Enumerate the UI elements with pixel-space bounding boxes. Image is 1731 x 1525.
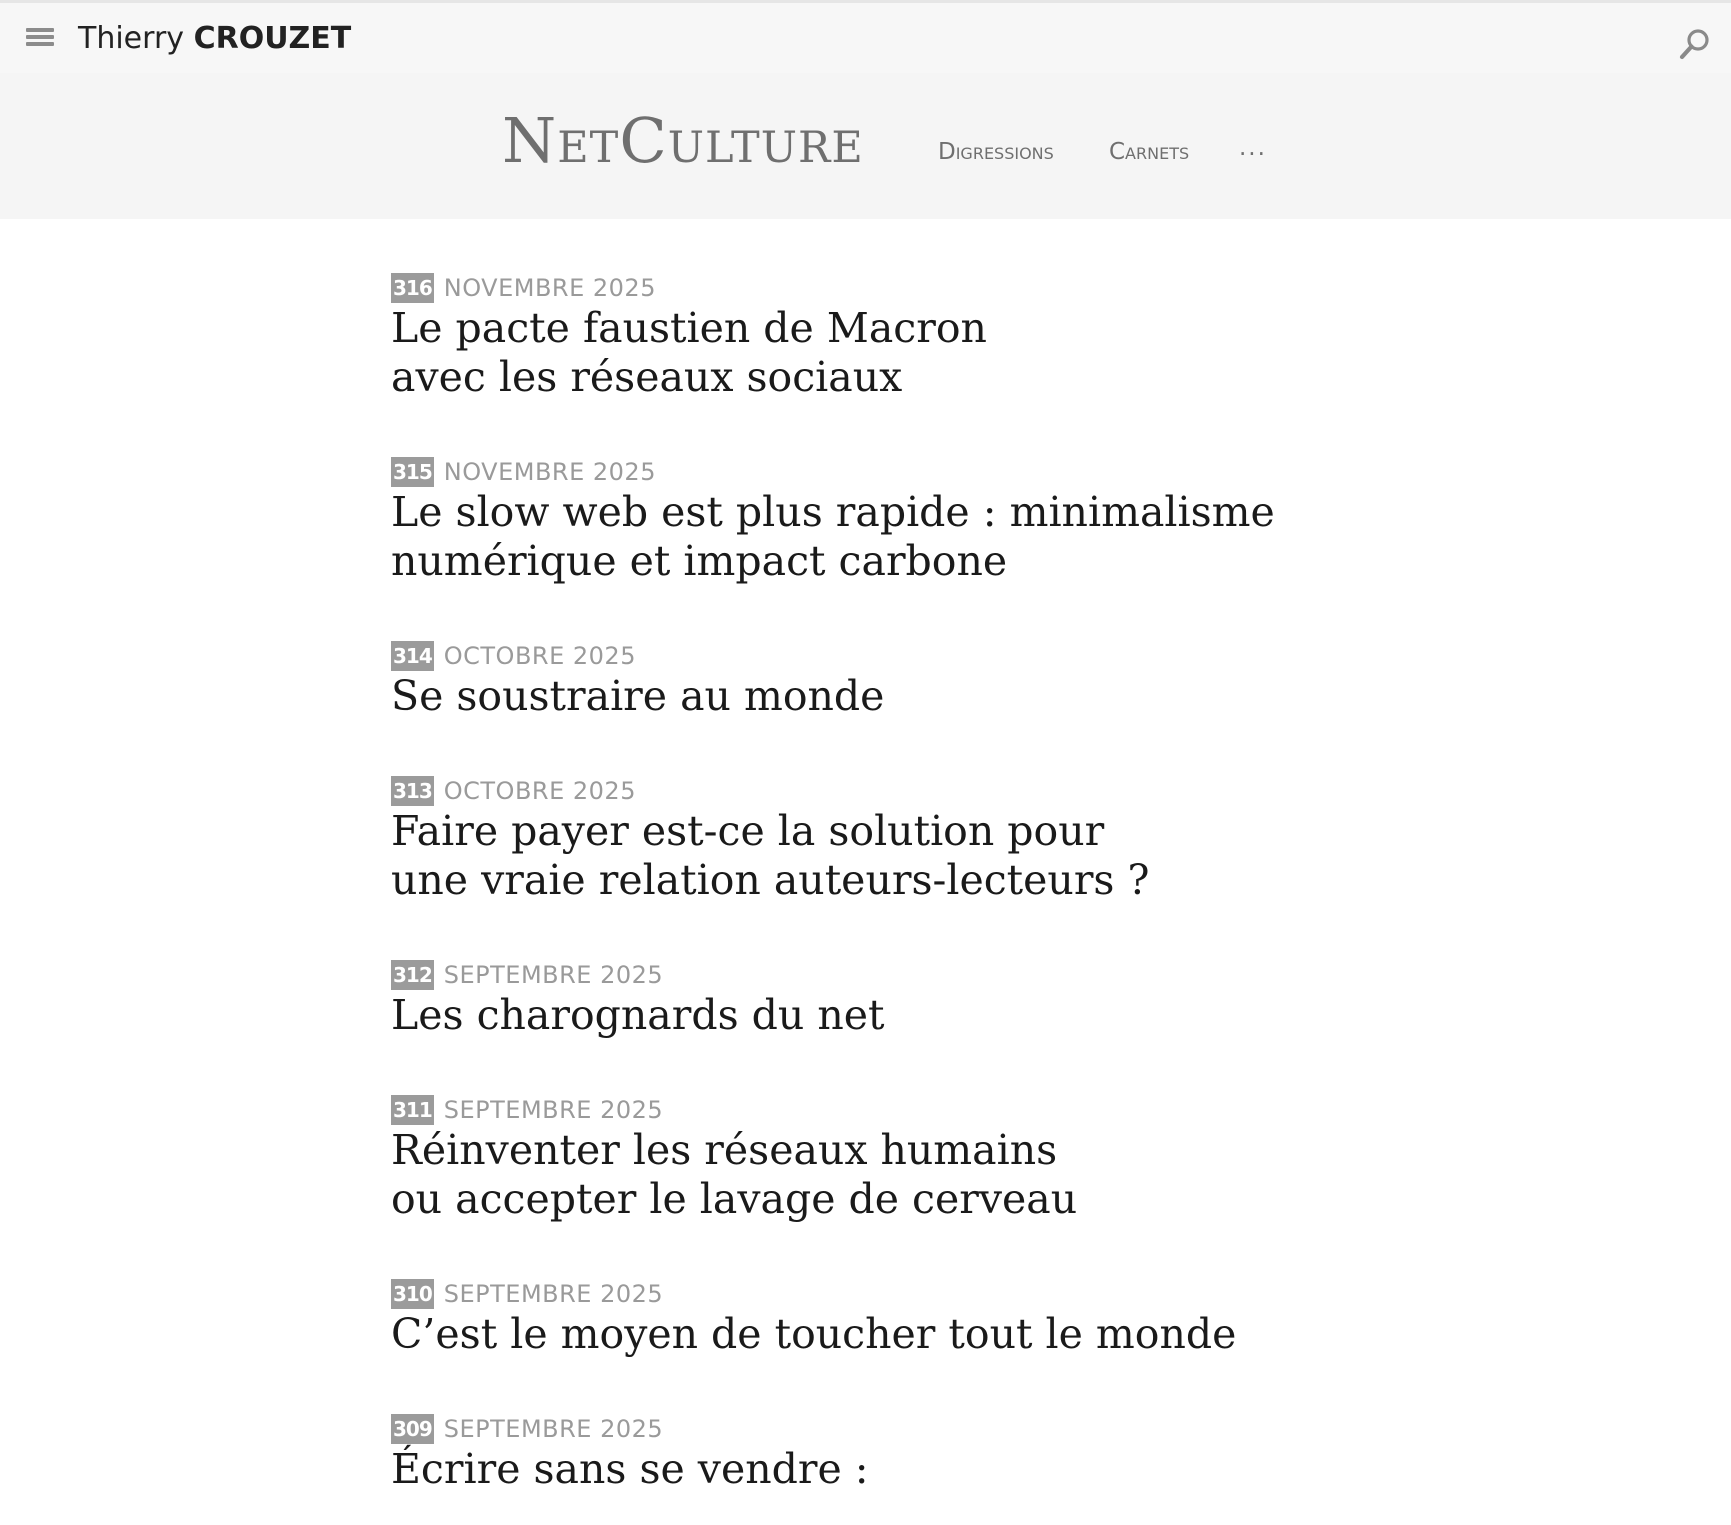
article-title-line: numérique et impact carbone (391, 537, 1008, 585)
section-header (0, 73, 1731, 219)
article-list (391, 270, 1391, 1494)
article-title-link[interactable] (391, 1445, 1391, 1494)
article-meta (391, 773, 1391, 807)
article-item (391, 638, 1391, 721)
article-title-line: Écrire sans se vendre : (391, 1445, 869, 1493)
article-date: OCTOBRE 2025 (443, 776, 636, 805)
article-number-badge: 313 (391, 776, 434, 806)
article-title-line: Les charognards du net (391, 991, 885, 1039)
article-meta (391, 1411, 1391, 1445)
article-date: SEPTEMBRE 2025 (443, 1095, 664, 1124)
article-title-line: Faire payer est-ce la solution pour (391, 807, 1105, 855)
article-date: SEPTEMBRE 2025 (443, 1279, 664, 1308)
nav-digressions[interactable]: Digressions (938, 139, 1054, 165)
article-item (391, 1411, 1391, 1494)
article-item (391, 773, 1391, 905)
article-title-link[interactable] (391, 488, 1391, 586)
hamburger-menu-icon[interactable] (26, 27, 56, 49)
article-title-line: Le slow web est plus rapide : minimalisme (391, 488, 1275, 536)
site-title-first-name: Thierry (78, 21, 185, 56)
article-item (391, 1092, 1391, 1224)
article-title-link[interactable] (391, 807, 1391, 905)
article-number-badge: 316 (391, 273, 434, 303)
article-number-badge: 309 (391, 1414, 434, 1444)
search-icon[interactable] (1678, 27, 1712, 63)
article-meta (391, 1276, 1391, 1310)
article-title-line: avec les réseaux sociaux (391, 353, 903, 401)
article-date: SEPTEMBRE 2025 (443, 960, 664, 989)
article-number-badge: 315 (391, 457, 434, 487)
article-date: NOVEMBRE 2025 (443, 457, 656, 486)
article-number-badge: 311 (391, 1095, 434, 1125)
article-title-line: Réinventer les réseaux humains (391, 1126, 1058, 1174)
article-number-badge: 314 (391, 641, 434, 671)
article-meta (391, 957, 1391, 991)
article-title-line: une vraie relation auteurs-lecteurs ? (391, 856, 1150, 904)
article-title-link[interactable] (391, 1126, 1391, 1224)
article-title-link[interactable] (391, 672, 1391, 721)
article-title-link[interactable] (391, 1310, 1391, 1359)
article-item (391, 270, 1391, 402)
article-title-link[interactable] (391, 991, 1391, 1040)
article-date: SEPTEMBRE 2025 (443, 1414, 664, 1443)
article-meta (391, 270, 1391, 304)
article-title-line: C’est le moyen de toucher tout le monde (391, 1310, 1237, 1358)
site-title-last-name: CROUZET (193, 21, 352, 56)
article-title-line: Se soustraire au monde (391, 672, 885, 720)
article-meta (391, 638, 1391, 672)
article-number-badge: 312 (391, 960, 434, 990)
article-meta (391, 454, 1391, 488)
article-date: OCTOBRE 2025 (443, 641, 636, 670)
article-number-badge: 310 (391, 1279, 434, 1309)
article-item (391, 1276, 1391, 1359)
nav-more[interactable]: ... (1239, 135, 1267, 161)
article-title-line: ou accepter le lavage de cerveau (391, 1175, 1078, 1223)
article-title-line: Le pacte faustien de Macron (391, 304, 987, 352)
article-date: NOVEMBRE 2025 (443, 273, 656, 302)
article-item (391, 957, 1391, 1040)
site-title-link[interactable] (78, 19, 351, 59)
article-meta (391, 1092, 1391, 1126)
article-item (391, 454, 1391, 586)
top-bar (0, 0, 1731, 73)
nav-carnets[interactable]: Carnets (1109, 139, 1190, 165)
article-title-link[interactable] (391, 304, 1391, 402)
section-title[interactable]: NetCulture (502, 104, 864, 177)
